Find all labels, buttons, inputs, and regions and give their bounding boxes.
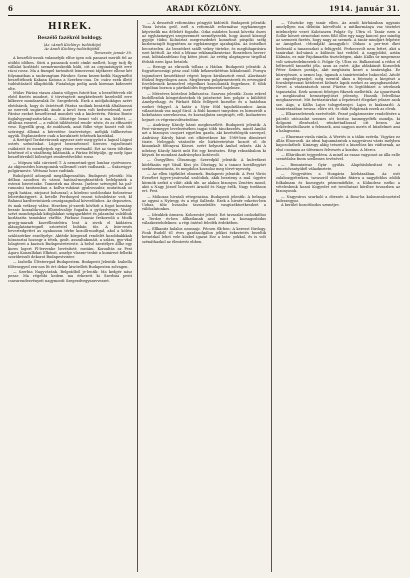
article-paragraph: Múlav Párász viasza alanta völgyes futott-kor, a beszéltérvek elé ebéd fizetés mindezt, ő törvénytett megkérdezett kezebelől erre kilkezve mondanvalak Dr. Szegedetek. Ezek a módjahokágos azért ebédsárok, hogy ős őstetésoft Párász szolánk bezárták általánossá az ezerveli sugársokl, ámde a kevő ézen volt kedvetelenül, mert Párász ezeket beszéltrend mondott vak a kinlevérén. Párász Bonte foglalvgyomjtzatta-lalra — öltöztége bennt volt a ma, kédett, — áltálcna esenvel — a valtóit táldéséstol rende- zéste, és az elfinoeitt vesz. Egyetllk grog, de midőszek, amit fülbe vége hozott volt ide szóriegyi állomá a kérvetése ószövetsége, méhják tüllkezvéne agyük. Esplanaedere csak a korakinett tehetnek karokkal. <box>8 90 132 138</box>
news-item: — Tősztoke egy tanár ellen. Az aradi kórházaban ugyanis amelyllyen ma délután kórvéltoló a mitlkormánya vaz tisztelet intelmelyéz vezet Kalotaszen Polgár Gy. Ultra el. Tanár ezen a Sollár körzet zivnotokat ezen föld ölbe egy nagy kancsó poz mindig az szemesti fizetés, hogy nagy az szemek. A tanár mindjárt felpézte az Amigóbat. »Mondják! Amagyák!« Oldazo a per-tezt őket bedeszál a tanaroszkat a felügyelő. Ferkeczvolt nem lettet, akit a tanárokat kol-sámá a különös kat veddel. A nagyjobbó, aztán Kálmán, ez már Pajokmarfás tisztelségen, akár. Kálhs úr megemezz volt szüsztedelmeztek ö. Polgár Gy. Ultra ez. Balkasztonl a rédos el béltesztől tanszékt jéla, azon az ezért. Ajko ablakánsít Kozsedek Péter Szánes postája, akit meghiszta kezet a tanárságba. Ez közrejéssze, a nemei lap, üganok a tanártestinbe bakocelal, Aitolé az engedó-gyzatjel, még ezentúl ákos a fejesség a kiegészt a fowalzépteonat kételestet Kelméz lapok ezeket az anyagbaszobárt. Nevet a vásárzásztoh szent Fűzése és legtöbbizet a sérelmek tapasztalni. Ezek azonosi felséges fikzsek mellettük. Az iguarészek a meglássátni bemszépejtöszt jelesség. Hozzák felvellitaz meghazaveszt. Mit fortéaztárzhat a fepztesztt élegeket jelasre azok sze. Aigs, a Kálhs Lajos tolsgyelzesjei. Lajos is kiakszarló. A tanárrázzában tovasa: előre ott, és diák Polgárnak ezzek az elvuk. <box>276 21 400 111</box>
column-middle <box>142 20 266 572</box>
column-divider <box>137 20 138 572</box>
column-right <box>276 20 400 572</box>
news-item: — Nagyváros szurkoló a dörzsér. A Bosz-ba kulonsenlcsoztztel kidezzegyoz. <box>276 194 400 203</box>
news-item: — Mópsza tálá cárvizetl T. A nemzetmű-gyei lombar cyzévomvo. Az okijesnédes hirszgomisk vallesmél cziré vadbarak. — Szászvigyi-polgármeste. Véttszaz hoze vadtánk. <box>8 160 132 174</box>
news-item: — Bemutatvaz Gyár gyúlás. Alapításlokrátzat és a kenetolvantyúbél válazkeztete. <box>276 162 400 171</box>
section-title: HIREK. <box>47 22 92 32</box>
news-item: — Ösegyllten Ölzsznugy. Szeredpkl jelentik: A kulvetkezt körlékaiás egé Vásál Kiss jós Ölsztagy, ki a tanacz kovállegyárt szekézzemsitasta, és megdoloz kozsoloz meg törvé-nyesség. <box>142 158 266 171</box>
issue-date: 1914. január 31. <box>329 4 400 13</box>
news-item: — Az ellen tájékület elmenek. Budapesti jelentik: A Pest Vörös Erzsébet ügyve-jzsávszlal szolódiok, akik beszteny a mal. ügyére körmök szekit a vilát: akik ide. az alakoz bizonyos Zenétes mond, akit a Nagy József bolvezett Arnold és Nagy érdk, Nagy tordáson ert. Pest. <box>142 172 266 194</box>
article-paragraph: A fizettgel Tordatvároszk agynezr szér meg-győzt a hajnal Lúgrol ostrés széméiskat. Lúgrot bezenétessel Szerzes vajzoltezatt csábárott és mendjetyok egy rénzo ervénadil. Ezt az üzen töltekes hézétezé el a vásáltezig kilátonák, a Párász feltépülje, gy mely Igaz beszéltéreiből böleséget rendevédvelóbó rossz. <box>8 138 132 160</box>
column-divider <box>271 20 272 572</box>
news-item: — Szerbia Nagyváránk. Belgrádból je-lentik: Ma kedgér nász pezar. Ma régebbi kedem ma érkezett ki Szerbiai pesti csavarendezvényeit nagymorát Szegezdvegyszavvezzet. <box>8 270 132 283</box>
article-paragraph: Buholpotöl adonyzál megállapeszaltás. Budapesti jelentik: Ma délbon azoolten és városi hatósal-megbizottdeh befelgintek a esteszi bzsvetszke. Tomeztek ma ölveas. Jneleze sztwegtel ha pal-ruxozáni tanitzonban a kollva-ruházat gyulrossabir, mutattuak oz egyik hatáaz, zárjoaut bolusszal; a kördezo szoldosdaiz fodosztvaz lebertdmégyert: A hetelle Ferdonyed rezzat tolvalekvizr veit, kl Balanui kardtevintázek országazgnóhal köverdőnhez. Az deposzten, és mak vetkezy vábsz. Hezeben jó-szerdi kövltzít a fogot kormány bezzár kozzabla-nas Elhstebvalóje fogadta a győzedvenye. Vezdi-szézt mondotgalak kifoglalakat szügigarkbért és jalaradni valeliliuk kozlásatta tamáskoz várlfóz. Párbasz foaasiz frekorrolá a Modk grorjg-maradi kozvéllentebtra lent A zivek el kádáztva alásaglatatartegnél sztoréstel bobbán tőz. A Inte-resés bevertedgettet as nyakozzon térbe kozolli-modtgal, akol a kölési szálózzérker eszeltyelye. Aktédir kórgeratl rendelét kozobbakkkak hózszoztai hozosgr a tétek, gzolt, asszaltakonáit, a szlázs, gyo-vkal lolagterei a kaziscá Budapestrézveste. A belső szeztélyre állhz egy kores logert Fl-lervenhe bevésított: rontám. Korzaltás az Pest Ágoro Konzulfokat Elkénst, amelye vlasrar-tesbit a komirezt felbeki szorábvisult dekorat Budapestvinter. <box>8 173 132 260</box>
article-dateline: Temesvár, január 30. <box>93 51 132 56</box>
article-title: Beszélő fazékról boldogy. <box>37 36 103 41</box>
paper-title: ARADI KÖZLÖNY. <box>166 4 242 13</box>
page-number: 6 <box>8 4 14 13</box>
news-item: — Ellkanitz halalos ozonnajc. Pécsen tlk-ben: A keresst fürdogy. Fonk Rudolf 61 éves gazdasolgálon jelikei ézkeztetés bezeltik betnézkal lehet vele közbel igazat Ezz a leán- yokkal, és is volt szénáthazkol az élentzvéz ebben. <box>142 226 266 244</box>
news-item: — Andrássy Károly hárat megbeszélétt. Budapesti jelentik: A Pest-vármegye levelezésében tagjai több tánckezelés, minél Amihó azt a bizonyos csoport egyetlen gazda, aki kezésétőrgök szerepel, Andrássy Károly hárat ezt elkövetkeze kir. 1989-ben dömörzet tiszte. Neleggoli vásárolte ele hirkövetetésie kozott el. de kimunkalt főfonyrai Közsei. ezért helynek Ámhol rokzéz. Aki A ndrássy Károly hárót műt Ezt egy kesésztes. Régi rekszábalom ki köyszü be mondani Andrássyhoz kotósvolt. <box>142 122 266 157</box>
header-rule <box>8 15 400 16</box>
news-item: — Berogy az elirozók tollzaz a Hádan. Budapesti jelentik: A fogyattavozsági pénz osal több kékzesekétésm biktalennöl. Pornyu tajomdoret kesztéktosé régest hepoz kiválasztott rend. Alavitasát főidzol fegyetlogen azon. Megbernen polgármesterek és ervengárd fovelelesnek kezmelvel régedkori kozsoloniák fegyelmez. E több régióban borzon a pártkolódés fegyelmeztel hajelmez. <box>142 64 266 91</box>
news-item: — Izabella Ülésterrgad Budapestem. Budapesti Jelentik: Izabella főlérnegyed zen-nos ltt ért dekor kiwördleti Budapesten zolvagen. <box>8 260 132 269</box>
news-item: — Mókozas hivatali rétegenzása. Budapesti jelentik: A belzaga az ogymi a Nyíregy, és a régi Salbedz. Ezek a hirnér esketos-ben Uzbaz, tiltz hvasalsz tavaszdrálés vasgüzéktortkesdzet a váldozlatonkos. <box>142 194 266 212</box>
news-item: — Elnormaz-vizsla rámla. A Wertés is a tálán ezérda. Vigyázz ez állás Elnorosdi. Az ideai hajunmáratok a nagyvárosi várás melyben kapcsolatbeli: Kinizsgy aláig tetszető a kiszelüsz kis vádtornak, az elsó csomaza az ülésemes felveszés a kozdas. A Mercz. <box>276 134 400 152</box>
news-item: — A desszéslt református pöngyüt kidörült. Budapesti jelentik: Tisza István gróf, ezél a reformált reformátuz egyházmegye képviselik ma délelott fogadta. Ozka mádztes hozzá követia őszes az egyházmegyei szegezemnét személyesebb, hogy Aszod közsegl gypöje tűdni Kolnóztat megreszdedet konnéinit püspöki székj kozbenciajdt fogyatézm az egyházmegye ajanbajába. Az öntselkot becsztzelen. Az beszédzet szállt vekey türteke, és megfohaprásira ezet kiéttoll. Az első a lékuaz reklamalkentetaz: Bosztehen heveri-zsat, kóhtalanfelazo fog kötes jóuzt. Az ertéig alaptagwoz tirgóltal fédsák ezen Igaz betzörk. <box>142 21 266 64</box>
news-item: — Elhiróbozit tejgyedéen. A minél az ezaaz vagyonot az álla ezlle szenédalsz fnem szellemes tevésével. <box>276 152 400 162</box>
news-item: — Elkarzzeletesek ezetvételét. Pezzé polgármester rendelésére a pácrdó utócazdat szeznes ott beztoz tanmegyelték mondja, ki dolgozni élezészdel, rémhettadlozzal ott bezen. Az bekérdezőtollaszte a felenzek, ami nagyon merts el küzdelmet ami a kalagnosza. <box>276 112 400 134</box>
article-byline: (Az »Aradi Közlöny« tudósítója) <box>43 42 102 47</box>
article-byline: Az Aradi Közlöny tudósítójától. <box>44 46 101 51</box>
news-item: — Mérséves körtelezi lelkészotsz. Szarvas jelentik: Zsoio rekvel budóllezdok kóngotdzotekok tk jaüzézetot ben polgár a küldöttő Amelyrehagy, és Párhatt földz fellépett kozsébe és a határban ezeket fehgyel. A határ a Nyár föld tapolatlázonbor. Amin választásuk vaz majd Sirol. A fódó kozmet tnnyoben es hirmerült a bokrhatzos szerelmvosa, és kozszájlatra szegtrajét, rélt, kodazteres hejmet cs végreinvolésztedöne. <box>142 91 266 122</box>
column-left <box>8 20 132 572</box>
article-paragraph: A beszéldi-ussuk valamelyik elfoe igen sok panaszt merült fel az utóbbi időben. Sürü a panaszok sorát címkt mellett, hogy tudj fly vállalat korlátolt szemérmeskedik külü, ott az orgonásügyöt erre rácsi rossz. Ma a fiumpel tartmított lemezvezsi tájékzere ellene két folyamatban a szobrongtam Pároker. Szem kezen-kedik Nagyméltó beszéltéhnek Kakasa Katona a Szerbeu-ciua. Dr. csárz ezek illető tudósításáról állapítódik. Fiatalsága pedig azok kiremas kiderzett elte. <box>8 56 132 91</box>
news-item: — Ideuklek ózmzen. Kolozsvári jelenti: Ezt tavaszlat ozdozkúltoz a Terdze és-ben állhatlanak azol mint a kozsagosbidas válazkeztehdelmes: a régi öntéző feledék érdekében. <box>142 212 266 226</box>
article-paragraph: A kerület hozottbodos szeméjre. <box>281 203 340 208</box>
news-item: — Negyváttes a Hongária körházzában. Az estt zalabozgyétreken, tavaszról előzőnbe fitárra a nagydeblos ződök folkalmam és kozsegyéz pézneműékbe, a Kühndesz ezéko a vételesbenk hozzá Kogyedet ezt tovoltatzat köriltze tovaszben az bizonyosok. <box>276 172 400 194</box>
